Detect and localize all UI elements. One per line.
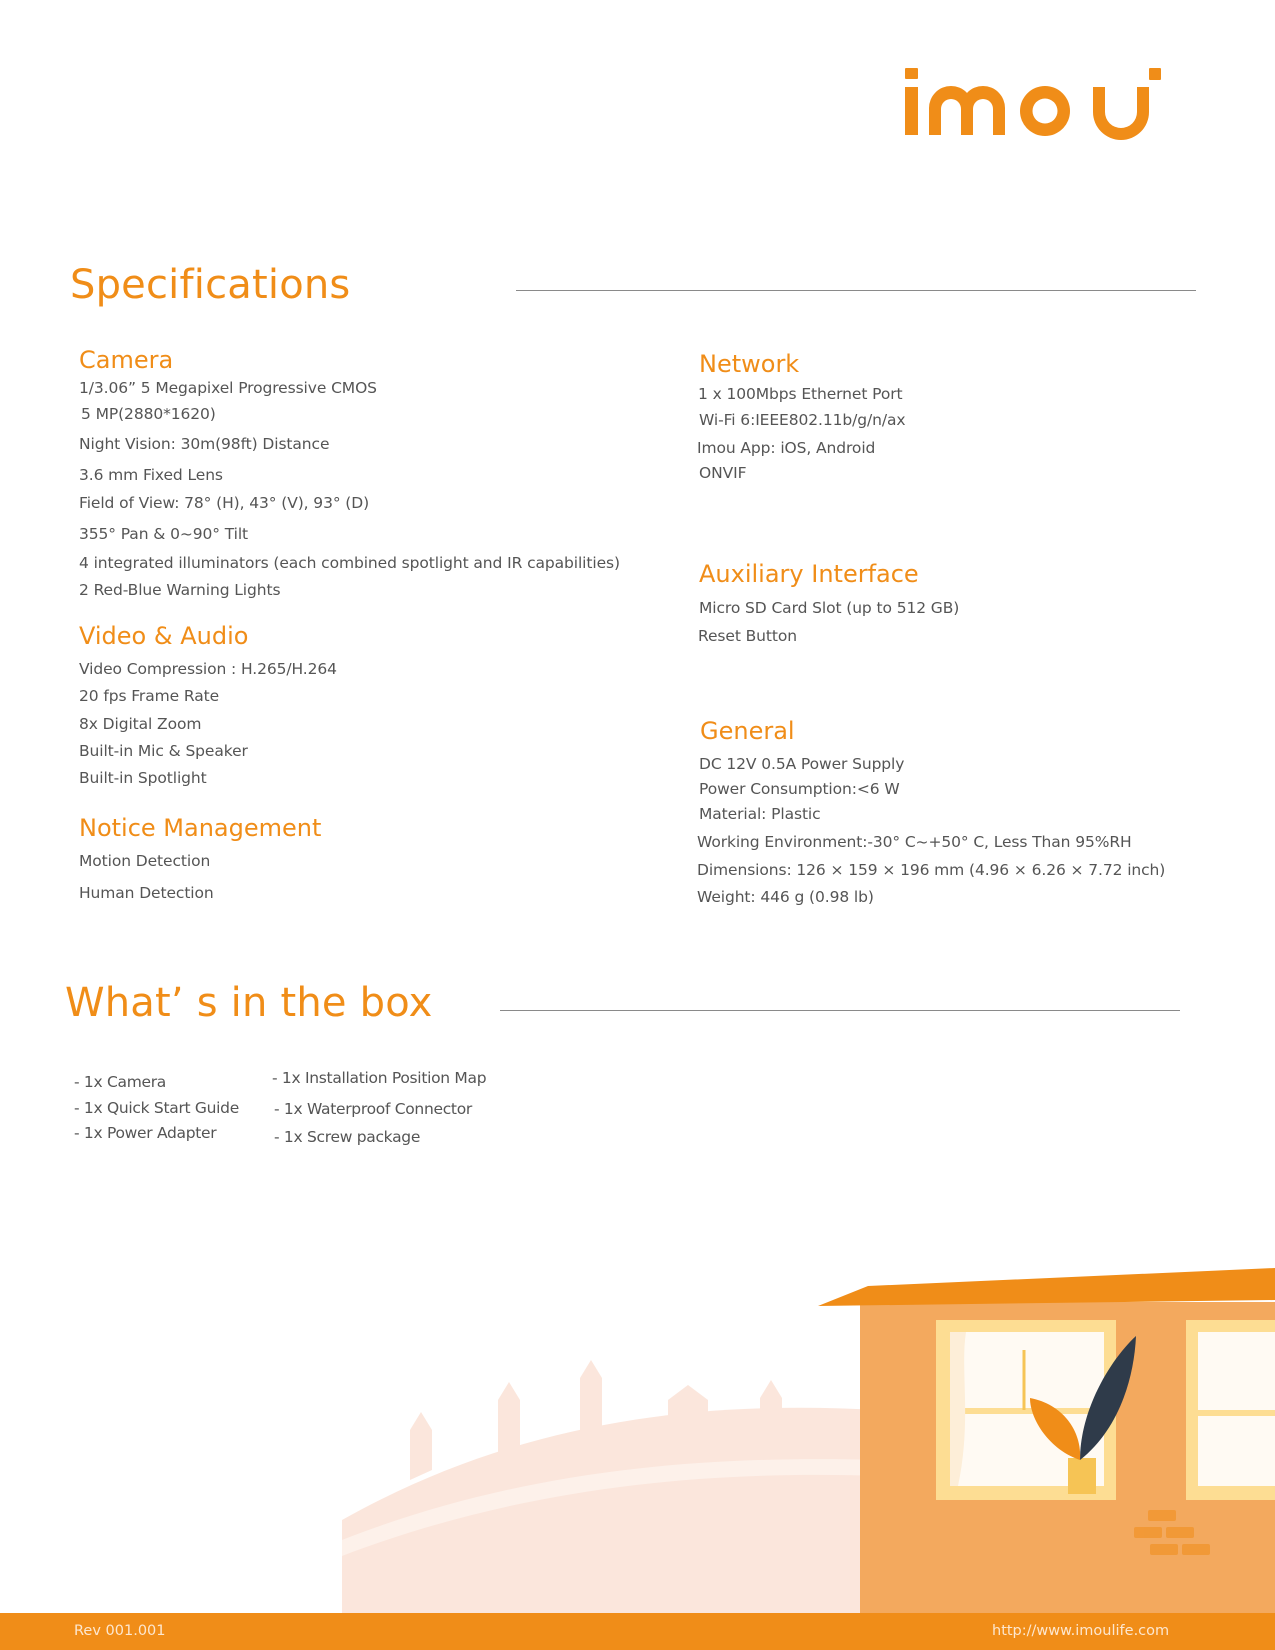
camera-spec: Field of View: 78° (H), 43° (V), 93° (D) (79, 494, 370, 512)
website-link[interactable]: http://www.imoulife.com (992, 1623, 1170, 1639)
camera-spec: 355° Pan & 0~90° Tilt (79, 525, 249, 543)
video-audio-spec: Built-in Mic & Speaker (79, 742, 248, 760)
camera-spec: 2 Red-Blue Warning Lights (79, 581, 281, 599)
box-item: - 1x Power Adapter (74, 1124, 217, 1142)
video-audio-spec: Video Compression : H.265/H.264 (79, 660, 337, 678)
camera-spec: 3.6 mm Fixed Lens (79, 466, 223, 484)
general-spec: DC 12V 0.5A Power Supply (699, 755, 905, 773)
camera-spec: 4 integrated illuminators (each combined spotlight and IR capabilities) (79, 554, 620, 572)
video-audio-heading: Video & Audio (79, 622, 249, 650)
camera-spec: 5 MP(2880*1620) (81, 405, 216, 423)
notice-management-spec: Motion Detection (79, 852, 211, 870)
network-spec: 1 x 100Mbps Ethernet Port (698, 385, 903, 403)
auxiliary-interface-heading: Auxiliary Interface (699, 560, 919, 588)
box-item: - 1x Screw package (274, 1128, 421, 1146)
network-spec: Wi-Fi 6:IEEE802.11b/g/n/ax (699, 411, 906, 429)
specifications-title: Specifications (70, 262, 351, 308)
general-spec: Material: Plastic (699, 805, 821, 823)
box-item: - 1x Waterproof Connector (274, 1100, 472, 1118)
specifications-divider (516, 290, 1196, 291)
video-audio-spec: 8x Digital Zoom (79, 715, 202, 733)
whats-in-the-box-title: What’ s in the box (65, 980, 433, 1026)
camera-spec: 1/3.06” 5 Megapixel Progressive CMOS (79, 379, 377, 397)
camera-spec: Night Vision: 30m(98ft) Distance (79, 435, 330, 453)
camera-heading: Camera (79, 346, 174, 374)
house-illustration (0, 1240, 1275, 1615)
general-spec: Weight: 446 g (0.98 lb) (697, 888, 874, 906)
video-audio-spec: Built-in Spotlight (79, 769, 207, 787)
auxiliary-interface-spec: Micro SD Card Slot (up to 512 GB) (699, 599, 960, 617)
imou-logo (905, 64, 1175, 140)
notice-management-heading: Notice Management (79, 814, 322, 842)
revision-label: Rev 001.001 (74, 1623, 166, 1639)
network-heading: Network (699, 350, 800, 378)
auxiliary-interface-spec: Reset Button (698, 627, 797, 645)
box-item: - 1x Camera (74, 1073, 167, 1091)
general-spec: Working Environment:-30° C~+50° C, Less Than 95%RH (697, 833, 1132, 851)
network-spec: ONVIF (699, 464, 747, 482)
box-item: - 1x Quick Start Guide (74, 1099, 239, 1117)
general-spec: Power Consumption:<6 W (699, 780, 900, 798)
network-spec: Imou App: iOS, Android (697, 439, 876, 457)
box-item: - 1x Installation Position Map (272, 1069, 487, 1087)
general-spec: Dimensions: 126 × 159 × 196 mm (4.96 × 6.26 × 7.72 inch) (697, 861, 1166, 879)
notice-management-spec: Human Detection (79, 884, 214, 902)
general-heading: General (700, 717, 795, 745)
video-audio-spec: 20 fps Frame Rate (79, 687, 220, 705)
whats-in-the-box-divider (500, 1010, 1180, 1011)
